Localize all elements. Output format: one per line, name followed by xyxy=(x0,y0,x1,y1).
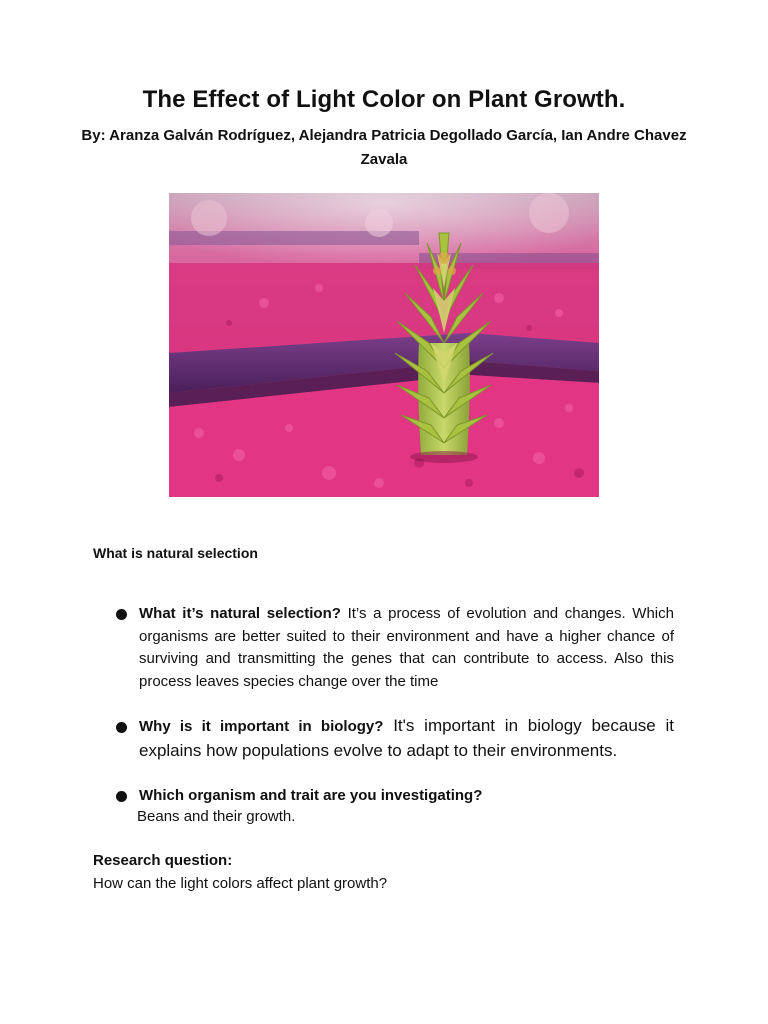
research-question-text: How can the light colors affect plant growth? xyxy=(93,875,388,892)
page-title: The Effect of Light Color on Plant Growth. xyxy=(142,86,626,113)
bullet-answer: It's important in biology because it explains how populations evolve to adapt to their environments. xyxy=(139,716,674,760)
bullet-question: Why is it important in biology? xyxy=(139,718,384,735)
authors-line: By: Aranza Galván Rodríguez, Alejandra Patricia Degollado García, Ian Andre Chavez Zavala xyxy=(81,127,687,168)
organism-answer: Beans and their growth. xyxy=(137,808,296,825)
bullet-dot xyxy=(116,722,127,733)
list-item xyxy=(139,785,674,808)
plant-photo xyxy=(169,193,599,497)
bullet-dot xyxy=(116,609,127,620)
bullet-question: Which organism and trait are you investigating? xyxy=(139,787,483,804)
research-question-heading: Research question: xyxy=(93,852,233,869)
bullet-question: What it’s natural selection? xyxy=(139,605,341,622)
section-heading: What is natural selection xyxy=(93,545,258,561)
list-item xyxy=(139,603,674,693)
bullet-dot xyxy=(116,791,127,802)
bullet-answer: It’s a process of evolution and changes. Which organisms are better suited to their environment and have a higher chance of surviving and transmitting the genes that can contribute to access. Also this process leaves species change over the time xyxy=(139,605,674,690)
list-item xyxy=(139,714,674,763)
